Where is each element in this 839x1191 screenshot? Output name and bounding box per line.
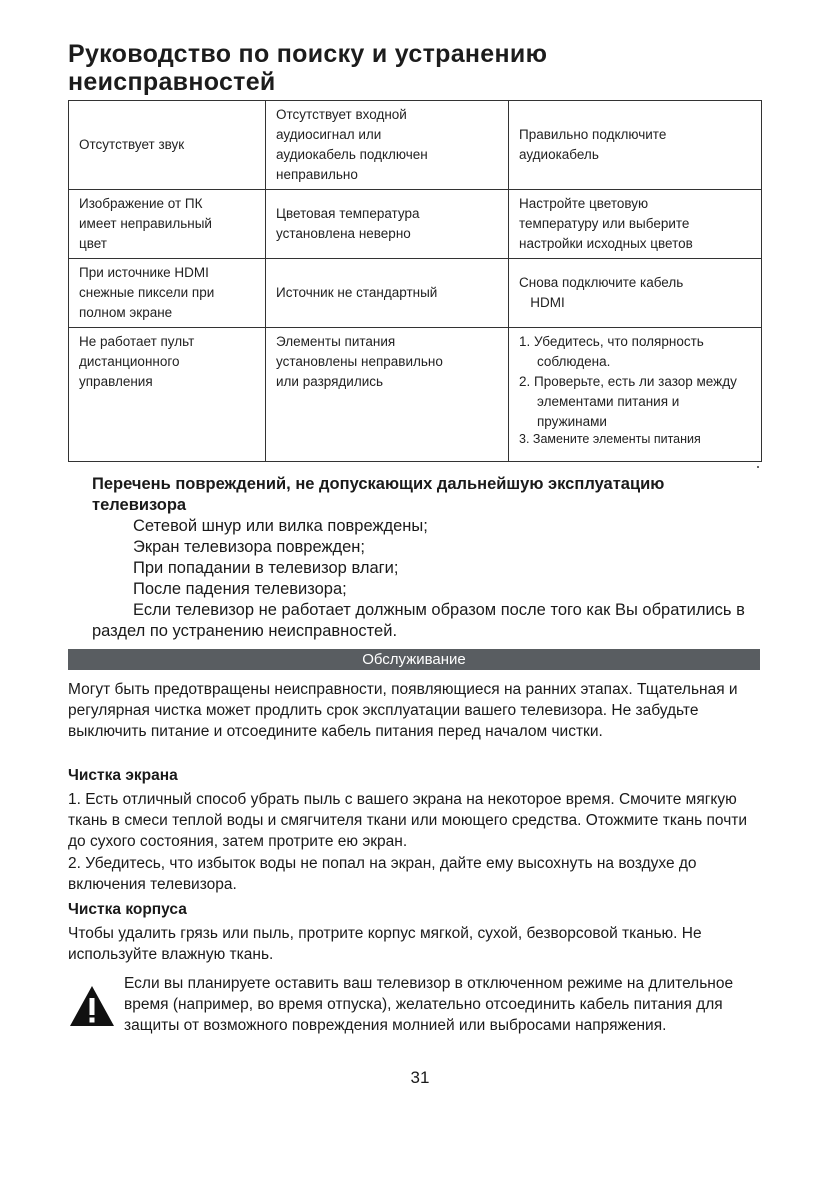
cell-line: дистанционного bbox=[79, 354, 180, 369]
problem-cell bbox=[69, 101, 266, 190]
cell-line: полном экране bbox=[79, 305, 173, 320]
problem-cell bbox=[69, 259, 266, 328]
page-title bbox=[68, 40, 768, 96]
solution-cell bbox=[509, 101, 762, 190]
warning-text: Если вы планируете оставить ваш телевизор в отключенном режиме на длительное время (например, во время отпуска), желательно отсоединить кабель питания для защиты от возможного повреждения молнией или выбросами напряжения. bbox=[124, 975, 734, 1034]
solution-step: 2. Проверьте, есть ли зазор между элементами питания и пружинами bbox=[519, 374, 737, 429]
cell-line: неправильно bbox=[276, 167, 358, 182]
maintenance-intro: Могут быть предотвращены неисправности, появляющиеся на ранних этапах. Тщательная и регулярная чистка может продлить срок эксплуатации вашего телевизора. Не забудьте выключить питание и отсоедините кабель питания перед началом чистки. bbox=[68, 681, 738, 740]
page-title-line2: неисправностей bbox=[68, 68, 276, 96]
cell-line: Изображение от ПК bbox=[79, 196, 203, 211]
cell-line: аудиокабель bbox=[519, 147, 599, 162]
cell-line: аудиокабель подключен bbox=[276, 147, 428, 162]
page-title-line1: Руководство по поиску и устранению bbox=[68, 40, 548, 68]
cell-line: цвет bbox=[79, 236, 107, 251]
cell-line: Настройте цветовую bbox=[519, 196, 649, 211]
cell-line: установлены неправильно bbox=[276, 354, 443, 369]
damage-item: Сетевой шнур или вилка повреждены; bbox=[133, 517, 428, 535]
cause-cell bbox=[266, 101, 509, 190]
solution-cell bbox=[509, 190, 762, 259]
problem-cell bbox=[69, 190, 266, 259]
cell-line: HDMI bbox=[519, 295, 565, 310]
cell-line: установлена неверно bbox=[276, 226, 411, 241]
cause-cell bbox=[266, 328, 509, 462]
cell-line: Не работает пульт bbox=[79, 334, 195, 349]
cell-line: имеет неправильный bbox=[79, 216, 212, 231]
cause-cell bbox=[266, 259, 509, 328]
table-row bbox=[69, 101, 762, 190]
cell-line: температуру или выберите bbox=[519, 216, 690, 231]
cell-line: Отсутствует звук bbox=[79, 137, 185, 152]
table-row bbox=[69, 259, 762, 328]
solution-cell bbox=[509, 328, 762, 462]
problem-cell bbox=[69, 328, 266, 462]
damage-item-last: Если телевизор не работает должным образом после того как Вы обратились в раздел по устранению неисправностей. bbox=[92, 601, 745, 640]
solution-step: 1. Убедитесь, что полярность соблюдена. bbox=[519, 334, 704, 369]
cell-line: настройки исходных цветов bbox=[519, 236, 693, 251]
screen-cleaning-step-1: 1. Есть отличный способ убрать пыль с вашего экрана на некоторое время. Смочите мягкую ткань в смеси теплой воды и смягчителя ткани или моющего средства. Отожмите ткань почти до сухого состояния, затем протрите ею экран. bbox=[68, 791, 748, 850]
cell-line: Правильно подключите bbox=[519, 127, 667, 142]
damage-item: После падения телевизора; bbox=[133, 580, 347, 598]
case-cleaning-text: Чтобы удалить грязь или пыль, протрите корпус мягкой, сухой, безворсовой тканью. Не используйте влажную ткань. bbox=[68, 925, 702, 963]
cell-line: аудиосигнал или bbox=[276, 127, 382, 142]
cell-line: снежные пиксели при bbox=[79, 285, 215, 300]
screen-cleaning-heading: Чистка экрана bbox=[68, 767, 178, 784]
case-cleaning-heading: Чистка корпуса bbox=[68, 901, 187, 918]
cause-cell bbox=[266, 190, 509, 259]
cell-line: управления bbox=[79, 374, 153, 389]
cell-line: Элементы питания bbox=[276, 334, 396, 349]
cell-line: Источник не стандартный bbox=[276, 285, 438, 300]
damage-item: При попадании в телевизор влаги; bbox=[133, 559, 399, 577]
cell-line: Цветовая температура bbox=[276, 206, 420, 221]
screen-cleaning-step-2: 2. Убедитесь, что избыток воды не попал на экран, дайте ему высохнуть на воздухе до включения телевизора. bbox=[68, 855, 697, 893]
solution-cell bbox=[509, 259, 762, 328]
cell-line: или разрядились bbox=[276, 374, 384, 389]
page-number: 31 bbox=[410, 1068, 430, 1087]
warning-triangle-icon bbox=[68, 984, 116, 1028]
damage-item: Экран телевизора поврежден; bbox=[133, 538, 365, 556]
cell-line: При источнике HDMI bbox=[79, 265, 209, 280]
damage-heading: Перечень повреждений, не допускающих дальнейшую эксплуатацию телевизора bbox=[92, 475, 665, 514]
damage-section bbox=[92, 474, 752, 642]
table-row bbox=[69, 328, 762, 462]
table-row bbox=[69, 190, 762, 259]
cell-line: Снова подключите кабель bbox=[519, 275, 684, 290]
solution-step: 3. Замените элементы питания bbox=[519, 432, 701, 446]
stray-dot bbox=[757, 466, 759, 468]
maintenance-bar: Обслуживание bbox=[68, 649, 760, 670]
troubleshooting-table bbox=[68, 100, 762, 462]
cell-line: Отсутствует входной bbox=[276, 107, 407, 122]
